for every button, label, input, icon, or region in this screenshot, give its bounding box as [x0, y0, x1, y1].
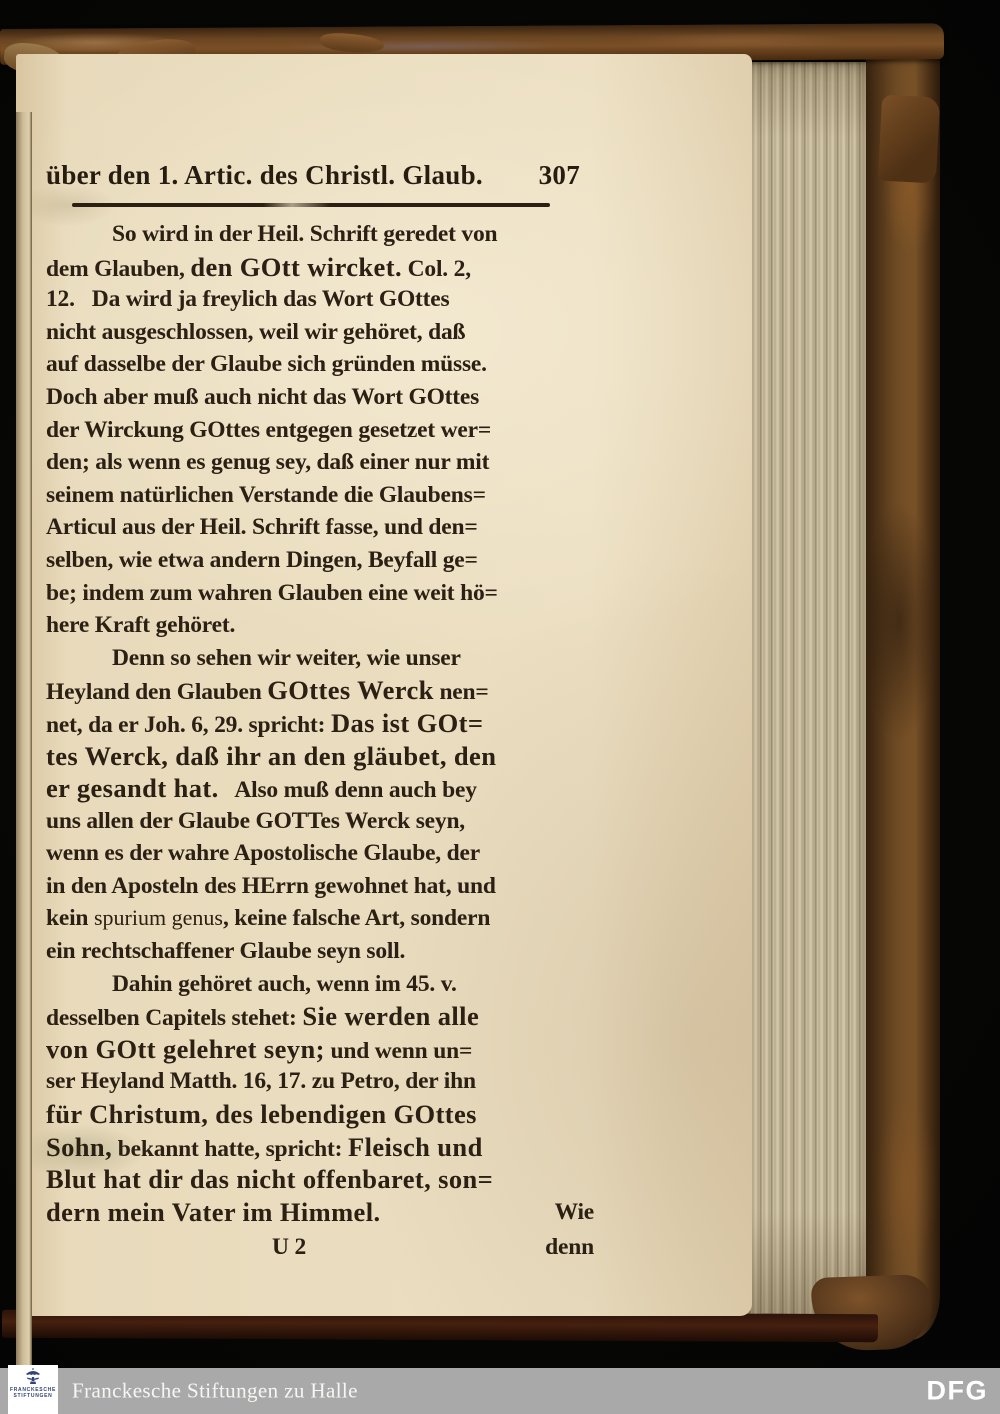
text-segment: für Christum, des lebendigen GOttes: [46, 1099, 477, 1130]
text-segment: den; als wenn es genug sey, daß einer nur mit: [46, 449, 490, 476]
text-segment: net, da er Joh. 6, 29. spricht:: [46, 711, 331, 738]
text-line: [46, 577, 594, 610]
text-line: [46, 544, 594, 577]
text-line: [46, 1098, 594, 1131]
text-segment: bekannt hatte, spricht:: [112, 1135, 348, 1162]
text-line: [46, 1231, 594, 1264]
text-line: [46, 674, 594, 707]
book-page: [16, 54, 752, 1316]
text-segment: 12. Da wird ja freylich das Wort GOttes: [46, 286, 450, 313]
institution-name: Franckesche Stiftungen zu Halle: [72, 1378, 358, 1403]
text-segment: er gesandt hat.: [46, 773, 219, 804]
text-segment: kein: [46, 905, 94, 932]
text-line: [46, 1131, 594, 1164]
text-line: [46, 1000, 594, 1033]
text-line: [46, 1033, 594, 1066]
logo-text-line1: FRANCKESCHE: [9, 1387, 57, 1393]
text-line: [46, 479, 594, 512]
text-segment: Fleisch und: [347, 1131, 483, 1162]
text-segment: auf dasselbe der Glaube sich gründen müsse.: [46, 351, 487, 378]
text-segment: ser Heyland Matth. 16, 17. zu Petro, der ihn: [46, 1068, 476, 1095]
text-segment: den GOtt wircket.: [190, 251, 402, 282]
text-segment: und wenn un=: [324, 1037, 473, 1064]
text-segment: Articul aus der Heil. Schrift fasse, und den=: [46, 514, 478, 541]
text-segment: dem Glauben,: [46, 255, 191, 282]
franckesche-stiftungen-logo-icon: [24, 1368, 42, 1387]
text-line: [46, 968, 594, 1001]
logo-text-line2: STIFTUNGEN: [13, 1393, 53, 1399]
text-line: [46, 218, 594, 251]
text-line: [46, 348, 594, 381]
franckesche-stiftungen-logo: [8, 1365, 58, 1414]
viewer-footer-bar: [0, 1368, 1000, 1414]
text-segment: Also muß denn auch bey: [218, 777, 477, 804]
text-segment: uns allen der Glaube GOTTes Werck seyn,: [46, 807, 465, 834]
text-line: [46, 251, 594, 284]
text-segment: U 2: [272, 1234, 306, 1261]
book-cover-corner-top: [878, 95, 940, 184]
text-segment: desselben Capitels stehet:: [46, 1005, 303, 1032]
text-segment: here Kraft gehöret.: [46, 612, 236, 639]
text-segment: Denn so sehen wir weiter, wie unser: [112, 644, 461, 671]
text-line: [46, 935, 594, 968]
text-segment: wenn es der wahre Apostolische Glaube, der: [46, 840, 480, 867]
text-segment: nicht ausgeschlossen, weil wir gehöret, daß: [46, 318, 466, 345]
text-line: [46, 707, 594, 740]
text-line: [46, 381, 594, 414]
text-line: [46, 1065, 594, 1098]
text-line: [46, 1196, 594, 1229]
page-gutter-edge: [16, 112, 32, 1366]
text-segment: von GOtt gelehret seyn;: [46, 1033, 325, 1064]
text-line: [46, 902, 594, 935]
text-line: [46, 316, 594, 349]
book-fore-edge-pages: [744, 62, 876, 1340]
text-line: [46, 642, 594, 675]
running-header: [46, 160, 580, 191]
text-line: [46, 740, 594, 773]
text-segment: Col. 2,: [401, 255, 471, 282]
text-segment: der Wirckung GOttes entgegen gesetzet wer=: [46, 416, 492, 443]
text-line: [46, 446, 594, 479]
book-cover-right: [866, 34, 940, 1340]
text-segment: Doch aber muß auch nicht das Wort GOttes: [46, 383, 480, 410]
text-segment: spurium genus: [93, 905, 223, 931]
header-rule: [72, 203, 550, 207]
text-segment: Dahin gehöret auch, wenn im 45. v.: [112, 970, 457, 997]
text-line: [46, 511, 594, 544]
text-line: [46, 837, 594, 870]
text-segment: Wie: [554, 1198, 594, 1225]
text-segment: Blut hat dir das nicht offenbaret, son=: [46, 1164, 494, 1195]
running-title: über den 1. Artic. des Christl. Glaub.: [46, 160, 483, 190]
text-segment: Das ist GOt=: [330, 707, 484, 738]
text-line: [46, 414, 594, 447]
text-line: [46, 772, 594, 805]
text-line: [46, 609, 594, 642]
text-line: [46, 805, 594, 838]
text-line: [46, 1163, 594, 1196]
text-segment: nen=: [433, 679, 489, 706]
text-segment: ein rechtschaffener Glaube seyn soll.: [46, 938, 406, 965]
text-segment: Sohn,: [46, 1131, 113, 1162]
text-segment: denn: [545, 1234, 594, 1261]
text-segment: seinem natürlichen Verstande die Glaubens=: [46, 481, 486, 508]
text-line: [46, 283, 594, 316]
text-segment: Sie werden alle: [302, 1001, 480, 1032]
dfg-logo: DFG: [926, 1375, 988, 1406]
text-segment: in den Aposteln des HErrn gewohnet hat, und: [46, 872, 496, 899]
text-segment: be; indem zum wahren Glauben eine weit hö=: [46, 579, 498, 606]
text-segment: dern mein Vater im Himmel.: [46, 1196, 381, 1227]
text-line: [46, 870, 594, 903]
text-segment: So wird in der Heil. Schrift geredet von: [112, 221, 498, 247]
text-segment: , keine falsche Art, sondern: [222, 905, 491, 932]
text-segment: tes Werck, daß ihr an den gläubet, den: [46, 740, 497, 771]
text-segment: selben, wie etwa andern Dingen, Beyfall ge=: [46, 546, 478, 573]
page-number: 307: [538, 160, 580, 190]
page-text: [46, 218, 594, 1264]
text-segment: GOttes Werck: [267, 675, 434, 706]
text-segment: Heyland den Glauben: [46, 679, 268, 706]
